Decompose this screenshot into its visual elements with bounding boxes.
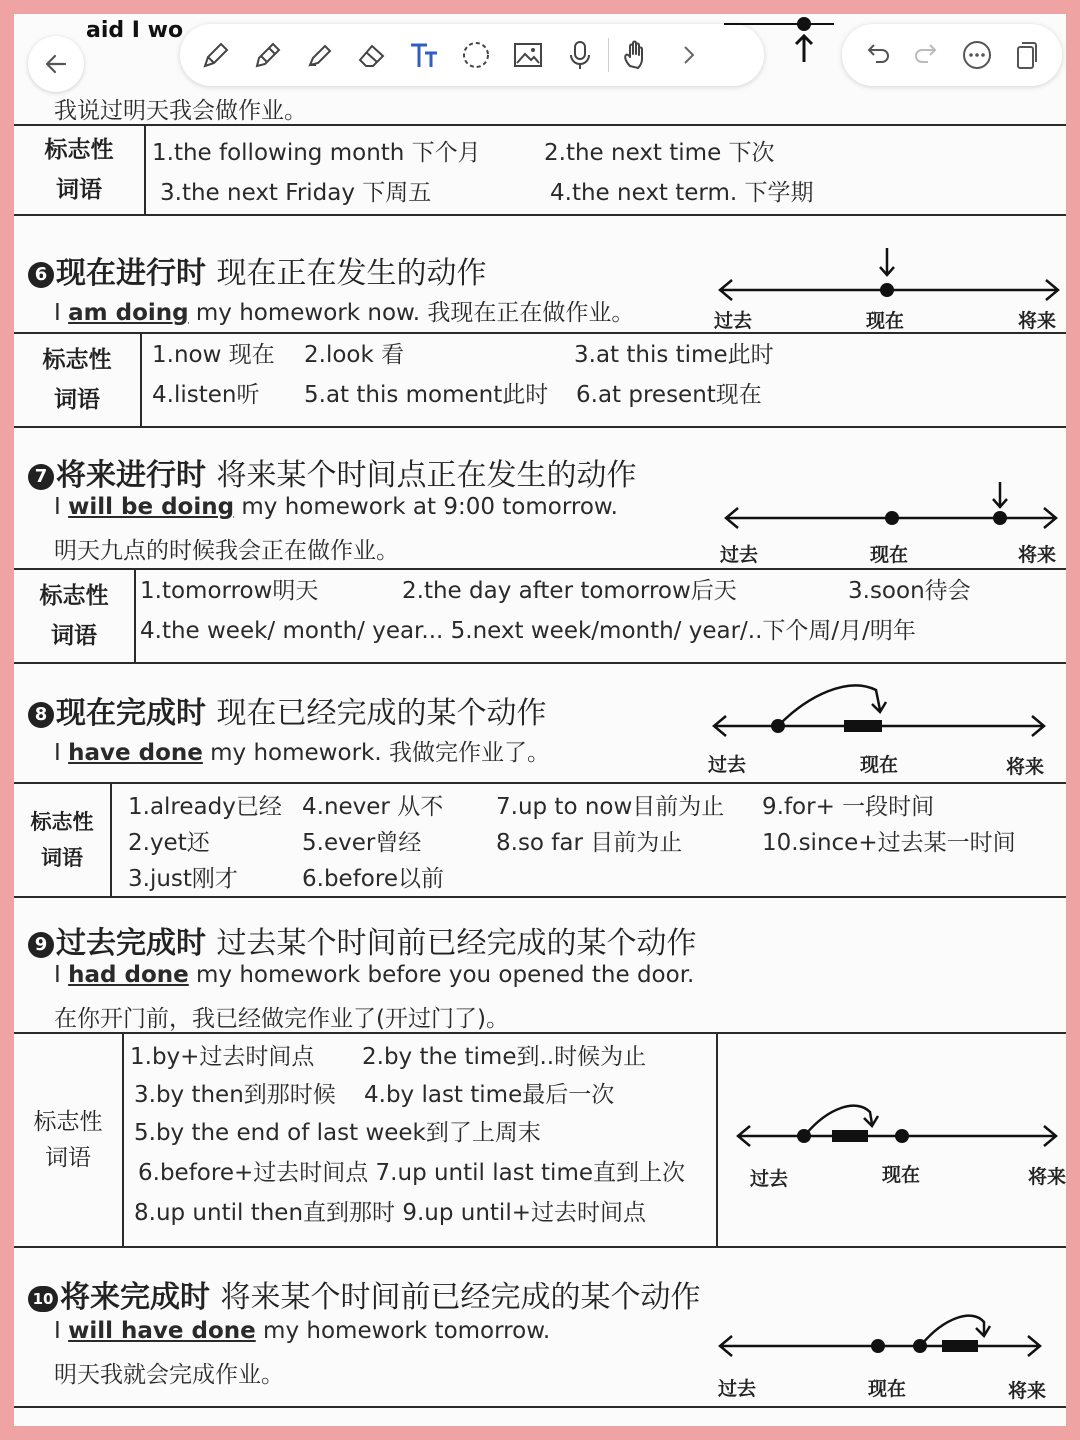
section-title bbox=[28, 248, 486, 292]
timeline-label-now: 现在 bbox=[868, 1378, 907, 1400]
more-button[interactable] bbox=[952, 29, 1002, 81]
example-verb: will be doing bbox=[68, 494, 235, 520]
toolbar-separator bbox=[608, 38, 609, 72]
section-past-perfect bbox=[14, 898, 1066, 1034]
keyword-item: 6.before+过去时间点 7.up until last time直到上次 bbox=[138, 1160, 686, 1186]
keyword-header-line2: 词语 bbox=[41, 846, 83, 870]
keyword-item: 4.by last time最后一次 bbox=[364, 1082, 615, 1108]
timeline-diagram bbox=[708, 670, 1058, 780]
keyword-item: 1.tomorrow明天 bbox=[140, 578, 319, 604]
keyword-table-section5 bbox=[14, 126, 1066, 216]
timeline-diagram bbox=[732, 1088, 1066, 1198]
keyword-item: 6.before以前 bbox=[302, 866, 444, 892]
keyword-item: 4.the next term. 下学期 bbox=[550, 180, 814, 206]
lasso-tool-icon bbox=[459, 38, 493, 72]
keyword-header-line2: 词语 bbox=[51, 623, 97, 649]
keyword-item: 1.now 现在 bbox=[152, 342, 275, 368]
tense-name: 将来进行时 bbox=[56, 458, 206, 493]
pencil-tool-icon bbox=[199, 38, 233, 72]
pen-tool-icon bbox=[251, 38, 285, 72]
hand-tool-button[interactable] bbox=[611, 29, 663, 81]
timeline-label-future: 将来 bbox=[1008, 1380, 1047, 1402]
keyword-table-header bbox=[14, 570, 136, 662]
keyword-item: 3.just刚才 bbox=[128, 866, 238, 892]
keyword-item: 4.never 从不 bbox=[302, 794, 444, 820]
more-icon bbox=[960, 38, 994, 72]
example-translation: 明天我就会完成作业。 bbox=[54, 1362, 284, 1388]
section-present-perfect bbox=[14, 664, 1066, 784]
timeline-diagram bbox=[720, 464, 1065, 568]
timeline-label-past: 过去 bbox=[720, 544, 759, 566]
eraser-tool-button[interactable] bbox=[346, 29, 398, 81]
example-sentence: I have done my homework. 我做完作业了。 bbox=[54, 740, 550, 766]
keyword-item: 9.for+ 一段时间 bbox=[762, 794, 935, 820]
tense-name: 过去完成时 bbox=[56, 926, 206, 961]
timeline-diagram bbox=[714, 1290, 1054, 1400]
keyword-item: 3.by then到那时候 bbox=[134, 1082, 336, 1108]
keyword-header-line2: 词语 bbox=[54, 387, 100, 413]
keyword-item: 8.up until then直到那时 9.up until+过去时间点 bbox=[134, 1200, 646, 1226]
section-title bbox=[28, 688, 546, 732]
keyword-item: 1.the following month 下个月 bbox=[152, 140, 481, 166]
tense-name: 现在完成时 bbox=[56, 696, 206, 731]
section-title bbox=[28, 918, 696, 962]
section-number-badge: 9 bbox=[28, 932, 54, 958]
example-sentence: I will have done my homework tomorrow. bbox=[54, 1318, 551, 1344]
keyword-table-header bbox=[14, 784, 112, 896]
keyword-header-line1: 标志性 bbox=[30, 810, 94, 834]
timeline-arrow-graphic bbox=[714, 1290, 1054, 1364]
timeline-arrow-graphic bbox=[714, 232, 1064, 302]
tool-palette bbox=[180, 24, 764, 86]
undo-button[interactable] bbox=[852, 29, 902, 81]
redo-button[interactable] bbox=[902, 29, 952, 81]
keyword-item: 4.the week/ month/ year... 5.next week/month/ year/..下个周/月/明年 bbox=[140, 618, 916, 644]
timeline-label-future: 将来 bbox=[1006, 756, 1045, 778]
keyword-item: 3.the next Friday 下周五 bbox=[160, 180, 432, 206]
keyword-table-section7 bbox=[14, 570, 1066, 664]
example-sentence: I am doing my homework now. 我现在正在做作业。 bbox=[54, 300, 635, 326]
highlighter-tool-icon bbox=[303, 38, 337, 72]
section-title bbox=[28, 450, 636, 494]
section-present-continuous bbox=[14, 214, 1066, 334]
timeline-label-future: 将来 bbox=[1018, 310, 1057, 332]
pages-icon bbox=[1010, 38, 1044, 72]
keyword-item: 5.ever曾经 bbox=[302, 830, 422, 856]
keyword-item: 5.by the end of last week到了上周末 bbox=[134, 1120, 541, 1146]
text-tool-icon bbox=[407, 38, 441, 72]
microphone-tool-button[interactable] bbox=[554, 29, 606, 81]
section-number-badge: 7 bbox=[28, 464, 54, 490]
tense-name: 将来完成时 bbox=[60, 1280, 210, 1315]
pen-tool-button[interactable] bbox=[242, 29, 294, 81]
keyword-item: 5.at this moment此时 bbox=[304, 382, 549, 408]
arrow-left-icon bbox=[43, 51, 69, 77]
example-verb: had done bbox=[68, 962, 189, 988]
pages-button[interactable] bbox=[1002, 29, 1052, 81]
lasso-tool-button[interactable] bbox=[450, 29, 502, 81]
keyword-header-line1: 标志性 bbox=[39, 583, 109, 609]
chevron-right-icon bbox=[672, 38, 706, 72]
tense-description: 将来某个时间点正在发生的动作 bbox=[216, 458, 637, 493]
example-verb: will have done bbox=[68, 1318, 256, 1344]
keyword-item: 3.soon待会 bbox=[848, 578, 971, 604]
keyword-item: 7.up to now目前为止 bbox=[496, 794, 725, 820]
tense-description: 将来某个时间前已经完成的某个动作 bbox=[220, 1280, 701, 1315]
microphone-tool-icon bbox=[563, 38, 597, 72]
timeline-arrow-graphic bbox=[732, 1088, 1066, 1158]
section-number-badge: 10 bbox=[28, 1286, 58, 1312]
undo-icon bbox=[860, 38, 894, 72]
column-divider bbox=[716, 1034, 718, 1246]
image-tool-icon bbox=[511, 38, 545, 72]
keyword-table-header bbox=[14, 1034, 124, 1246]
keyword-header-line1: 标志性 bbox=[44, 137, 114, 163]
toolbar bbox=[14, 14, 1066, 100]
highlighter-tool-button[interactable] bbox=[294, 29, 346, 81]
keyword-item: 2.the next time 下次 bbox=[544, 140, 775, 166]
timeline-label-now: 现在 bbox=[860, 754, 899, 776]
ruler-handle-icon[interactable] bbox=[714, 14, 844, 94]
keyword-table-header bbox=[14, 334, 142, 426]
hand-tool-icon bbox=[620, 38, 654, 72]
keyword-header-line1: 标志性 bbox=[33, 1109, 103, 1135]
example-sentence: I had done my homework before you opened the door. bbox=[54, 962, 695, 988]
tense-description: 过去某个时间前已经完成的某个动作 bbox=[216, 926, 697, 961]
keyword-item: 4.listen听 bbox=[152, 382, 260, 408]
example-sentence: I will be doing my homework at 9:00 tomorrow. bbox=[54, 494, 618, 520]
example-translation: 明天九点的时候我会正在做作业。 bbox=[54, 538, 399, 564]
document-title: aid I wo bbox=[86, 18, 184, 43]
timeline-arrow-graphic bbox=[720, 464, 1065, 534]
intro-sentence: 我说过明天我会做作业。 bbox=[54, 98, 307, 124]
keyword-item: 2.look 看 bbox=[304, 342, 405, 368]
timeline-label-past: 过去 bbox=[750, 1168, 789, 1190]
tense-description: 现在正在发生的动作 bbox=[216, 256, 487, 291]
back-button[interactable] bbox=[28, 36, 84, 92]
timeline-label-now: 现在 bbox=[866, 310, 905, 332]
timeline-arrow-graphic bbox=[708, 670, 1058, 744]
keyword-item: 6.at present现在 bbox=[576, 382, 762, 408]
keyword-table-header bbox=[14, 126, 146, 214]
image-tool-button[interactable] bbox=[502, 29, 554, 81]
timeline-label-future: 将来 bbox=[1028, 1166, 1066, 1188]
pencil-tool-button[interactable] bbox=[190, 29, 242, 81]
section-future-continuous bbox=[14, 428, 1066, 570]
tense-description: 现在已经完成的某个动作 bbox=[216, 696, 547, 731]
timeline-label-past: 过去 bbox=[714, 310, 753, 332]
timeline-label-now: 现在 bbox=[882, 1164, 921, 1186]
keyword-table-section6 bbox=[14, 334, 1066, 428]
keyword-item: 2.by the time到..时候为止 bbox=[362, 1044, 647, 1070]
timeline-label-now: 现在 bbox=[870, 544, 909, 566]
eraser-tool-icon bbox=[355, 38, 389, 72]
keyword-item: 1.by+过去时间点 bbox=[130, 1044, 315, 1070]
tense-name: 现在进行时 bbox=[56, 256, 206, 291]
section-title bbox=[28, 1272, 700, 1316]
keyword-item: 10.since+过去某一时间 bbox=[762, 830, 1016, 856]
section-future-perfect bbox=[14, 1248, 1066, 1408]
keyword-item: 8.so far 目前为止 bbox=[496, 830, 683, 856]
example-verb: have done bbox=[68, 740, 203, 766]
keyword-item: 2.yet还 bbox=[128, 830, 210, 856]
keyword-table-section9 bbox=[14, 1034, 1066, 1248]
keyword-header-line1: 标志性 bbox=[42, 347, 112, 373]
timeline-label-past: 过去 bbox=[718, 1378, 757, 1400]
keyword-item: 2.the day after tomorrow后天 bbox=[402, 578, 737, 604]
action-palette bbox=[842, 24, 1062, 86]
timeline-label-future: 将来 bbox=[1018, 544, 1057, 566]
keyword-item: 1.already已经 bbox=[128, 794, 282, 820]
keyword-header-line2: 词语 bbox=[56, 177, 102, 203]
example-verb: am doing bbox=[68, 300, 189, 326]
text-tool-button[interactable] bbox=[398, 29, 450, 81]
keyword-item: 3.at this time此时 bbox=[574, 342, 774, 368]
keyword-header-line2: 词语 bbox=[45, 1145, 91, 1171]
section-number-badge: 6 bbox=[28, 262, 54, 288]
section-number-badge: 8 bbox=[28, 702, 54, 728]
more-tools-button[interactable] bbox=[663, 29, 715, 81]
keyword-table-section8 bbox=[14, 784, 1066, 898]
note-page bbox=[14, 14, 1066, 1426]
example-translation: 在你开门前，我已经做完作业了(开过门了)。 bbox=[54, 1006, 509, 1032]
redo-icon bbox=[910, 38, 944, 72]
timeline-diagram bbox=[714, 232, 1064, 332]
timeline-label-past: 过去 bbox=[708, 754, 747, 776]
